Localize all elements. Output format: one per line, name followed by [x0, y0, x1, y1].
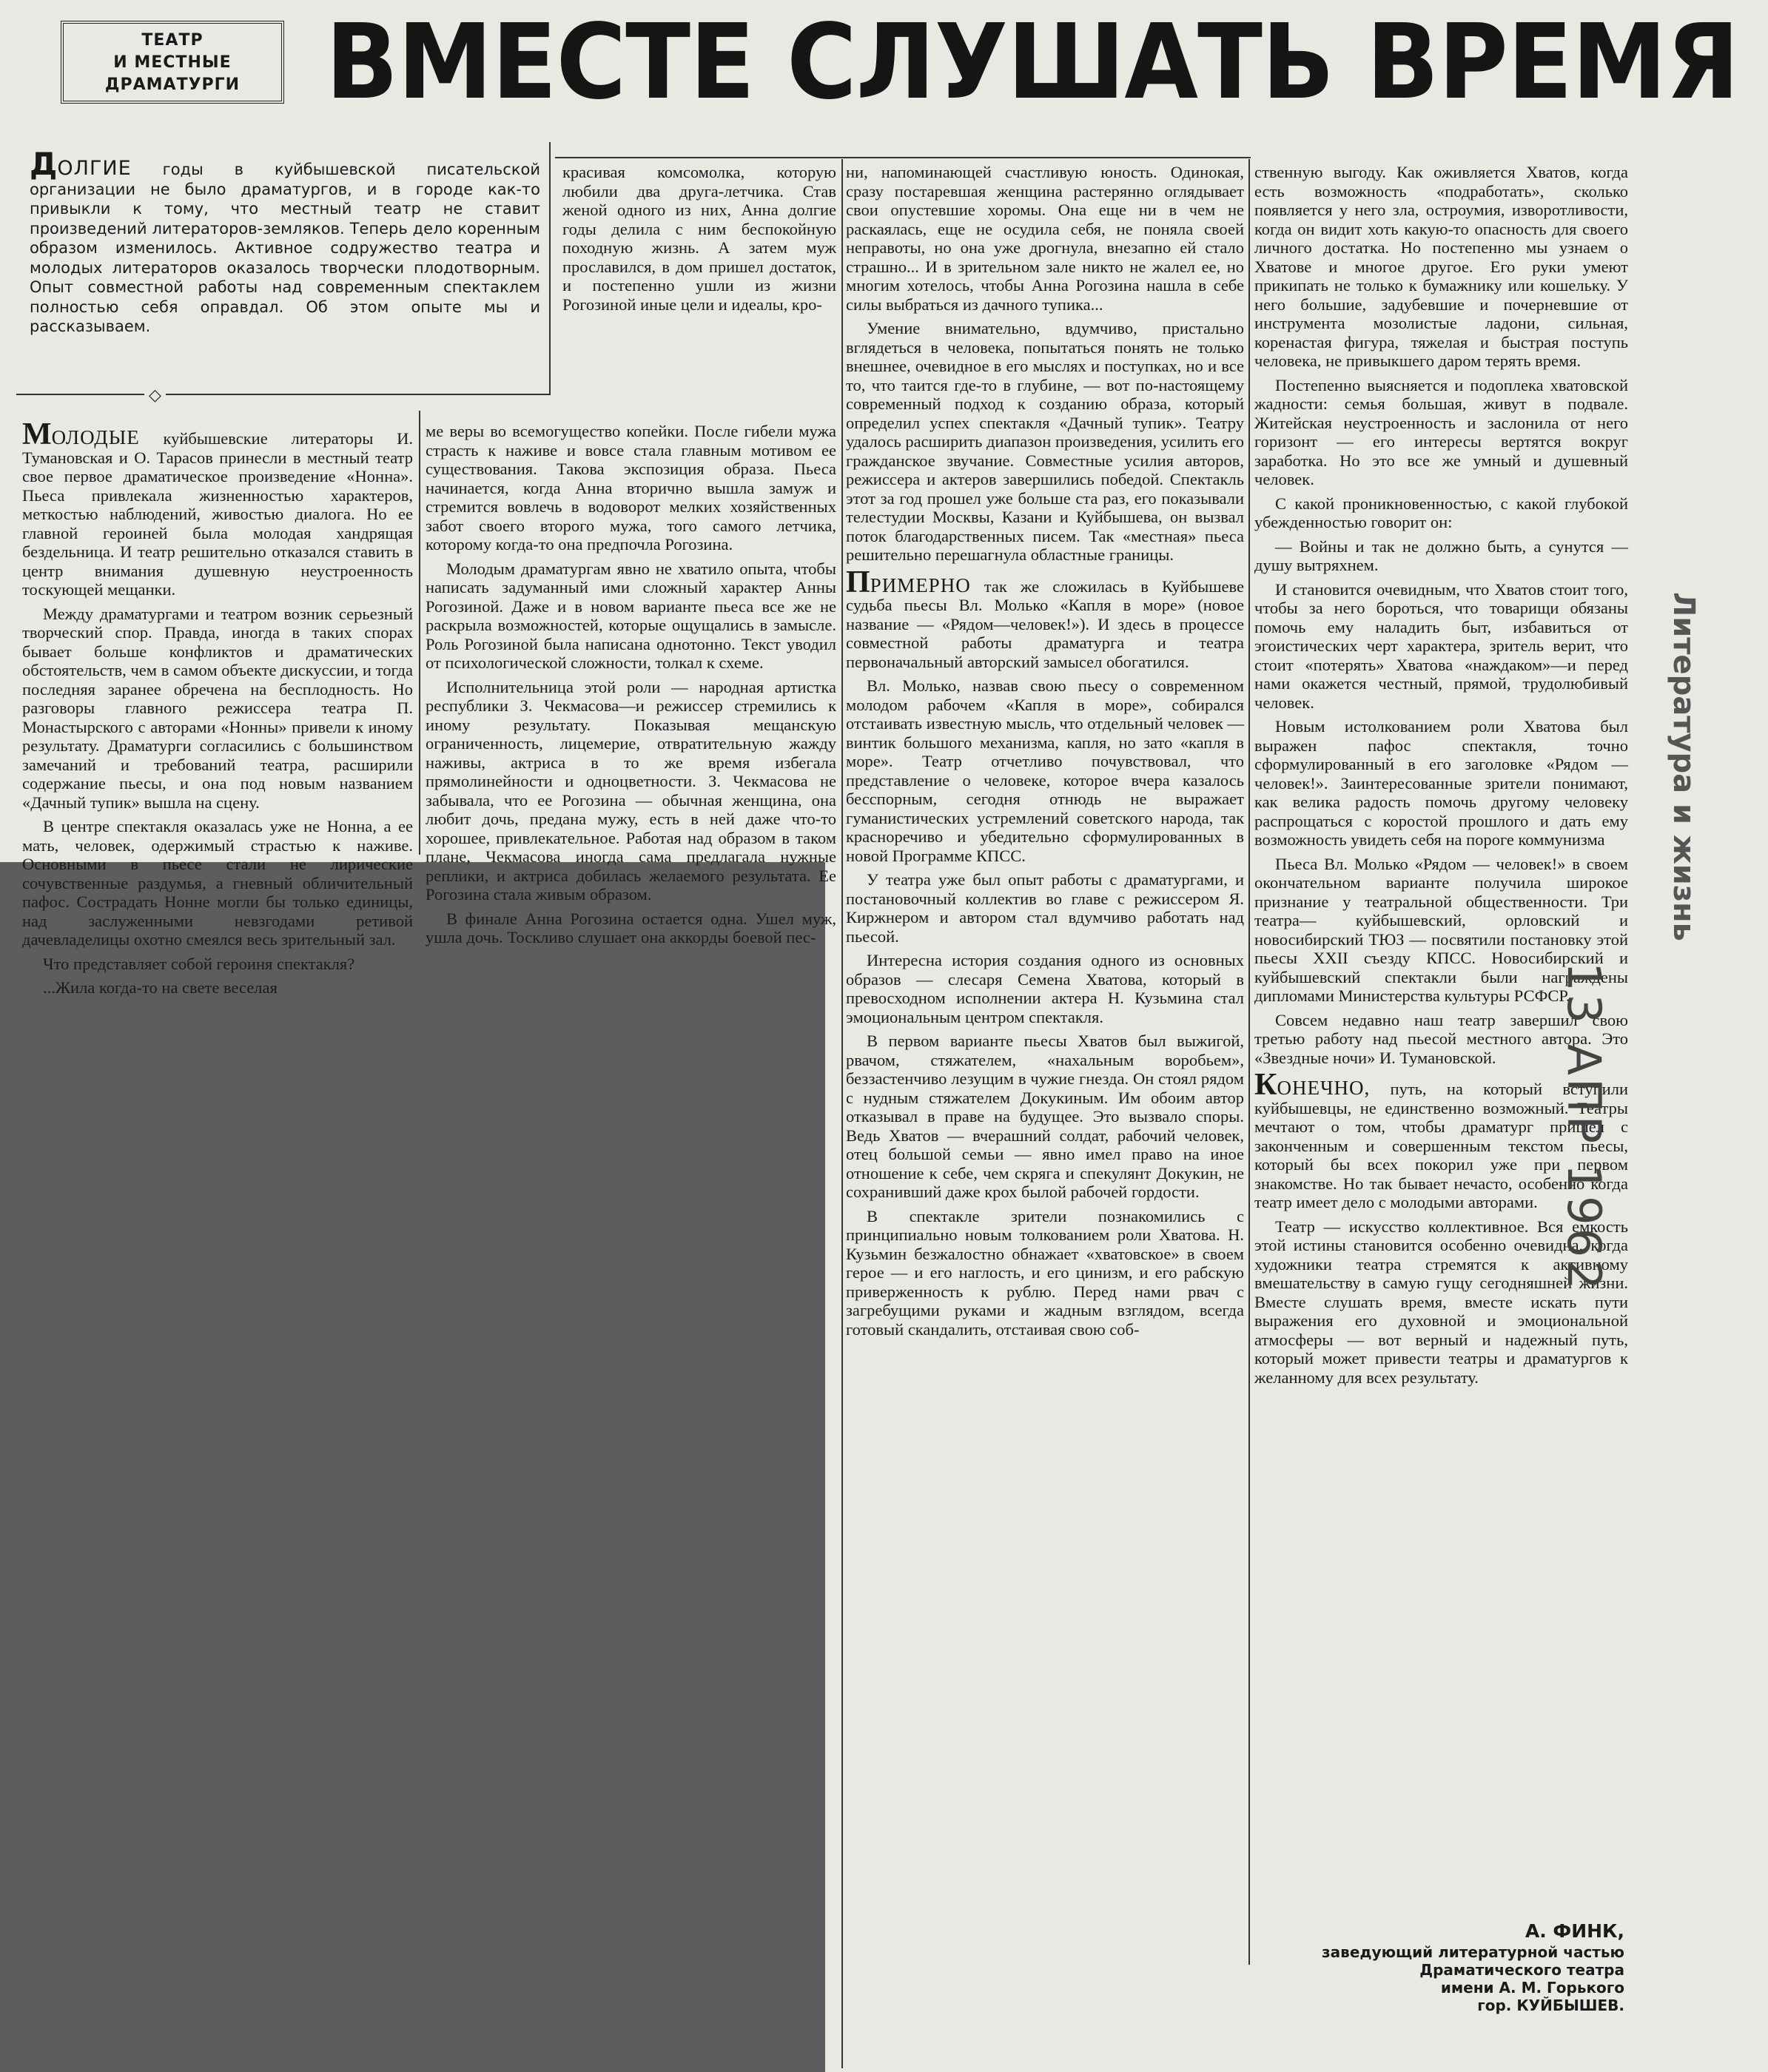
paragraph	[426, 559, 836, 673]
ornament-icon: ◇	[144, 387, 166, 403]
author-signature	[1258, 1920, 1624, 2014]
column-rule-2	[841, 159, 843, 2068]
paragraph-text: В финале Анна Рогозина остается одна. Ушел муж, ушла дочь. Тоскливо слушает она аккорды боевой пес-	[426, 909, 836, 946]
author-name: А. ФИНК,	[1525, 1920, 1624, 1942]
paragraph-text: Вл. Молько, назвав свою пьесу о современном молодом рабочем «Капля в море», собирался отстаивать известную мысль, что отдельный человек — винтик большого механизма, капля, но зато «капля в море». Театр отчетливо почувствовал, что представление о человеке, которое вчера казалось бесспорным, сегодня отнюдь не выражает гуманистических устремлений советского народа, так красноречиво и убедительно сформулированных в новой Программе КПСС.	[846, 676, 1244, 865]
paragraph	[426, 422, 836, 554]
paragraph-text: Совсем недавно наш театр завершил свою третью работу над пьесой местного автора. Это «Звездные ночи» И. Тумановской.	[1254, 1010, 1628, 1067]
dropcap: М	[22, 417, 52, 451]
column-3	[846, 163, 1244, 2068]
paragraph	[562, 163, 836, 314]
column-rule-3	[1248, 159, 1250, 1965]
paragraph-text: Новым истолкованием роли Хватова был выражен пафос спектакля, точно сформулированный в его заголовке «Рядом — человек!». Заинтересованные зрители понимают, как велика радость помочь другому человеку распрощаться с коростой прошлого и дать ему возможность увидеть себя на пороге коммунизма	[1254, 717, 1628, 849]
top-rule	[555, 157, 1251, 158]
paragraph-text: И становится очевидным, что Хватов стоит того, чтобы за него бороться, что товарищи обязаны помочь ему наладить быт, избавиться от эгоистических черт характера, зритель верит, что стоит «потерять» Хватова «наждаком»—и перед нами окажется честный, прямой, трудолюбивый человек.	[1254, 579, 1628, 712]
paragraph	[1254, 717, 1628, 850]
lead-text: годы в куйбышевской писательской организации не было драматургов, и в городе как-то привыкли к тому, что местный театр не ставит произведений литераторов-земляков. Теперь дело коренным образом изменилось. Активное содружество театра и молодых литераторов оказалось творчески плодотворным. Опыт совместной работы над современным спектаклем полностью себя оправдал. Об этом опыте мы и рассказываем.	[30, 161, 540, 335]
paragraph-text: Пьеса Вл. Молько «Рядом — человек!» в своем окончательном варианте получила широкое признание у театральной общественности. Три театра— куйбышевский, орловский и новосибирский ТЮЗ — посвятили постановку этой пьесы XXII съезду КПСС. Новосибирский и куйбышевский спектакли были награждены дипломами Министерства культуры РСФСР.	[1254, 854, 1628, 1005]
paragraph-text: так же сложилась в Куйбышеве судьба пьесы Вл. Молько «Капля в море» (новое название — «Рядом—человек!»). И здесь в процессе совместной работы драматурга и театра первоначальный авторский замысел обогатился.	[846, 576, 1244, 671]
date-stamp: 13 АПР 1962	[1557, 962, 1611, 1293]
lead-caps: ОЛГИЕ	[57, 157, 132, 180]
paragraph	[846, 565, 1244, 672]
paragraph	[846, 951, 1244, 1026]
paragraph	[1254, 163, 1628, 371]
newspaper-name: Литература и жизнь	[1667, 592, 1701, 941]
rubric-line-2: И МЕСТНЫЕ	[113, 53, 232, 72]
column-2-body	[426, 422, 836, 947]
paragraph	[1254, 580, 1628, 713]
author-city: гор. КУЙБЫШЕВ.	[1477, 1997, 1624, 2014]
paragraph	[22, 955, 413, 974]
paragraph	[426, 678, 836, 904]
paragraph	[22, 417, 413, 599]
dropcap: К	[1254, 1068, 1277, 1102]
dropcap-caps: ОЛОДЫЕ	[51, 426, 140, 448]
paragraph	[1254, 494, 1628, 532]
author-theatre-name: имени А. М. Горького	[1440, 1979, 1624, 1997]
paragraph	[1254, 376, 1628, 489]
paragraph-text: Исполнительница этой роли — народная артистка республики З. Чекмасова—и режиссер стремились к иному результату. Показывая мещанскую ограниченность, лицемерие, отвратительную жажду наживы, актриса в то же время избегала прямолинейности и одноцветности. З. Чекмасова не забывала, что ее Рогозина — обычная женщина, она любит дочь, предана мужу, есть в ней даже что-то хорошее, привлекательное. Работая над образом в таком плане, Чекмасова иногда сама предлагала нужные реплики, и актриса добилась желаемого результата. Ее Рогозина стала живым образом.	[426, 677, 836, 904]
column-2	[426, 422, 836, 946]
paragraph-text: красивая комсомолка, которую любили два друга-летчика. Став женой одного из них, Анна долгие годы делила с ним беспокойную походную жизнь. А затем муж прославился, в дом пришел достаток, и постепенно ушли из жизни Рогозиной иные цели и идеалы, кро-	[562, 163, 836, 314]
dropcap: П	[846, 565, 870, 599]
rubric-line-1: ТЕАТР	[141, 31, 204, 50]
lead-paragraph	[30, 146, 540, 388]
paragraph-text: Молодым драматургам явно не хватило опыта, чтобы написать задуманный ими сложный характер Анны Рогозиной. Даже и в новом варианте пьеса все же не раскрыла возможностей, которые ощущались в замысле. Роль Рогозиной была написана однотонно. Текст уводил от психологической сложности, толкал к схеме.	[426, 559, 836, 672]
column-2-top-body	[562, 163, 836, 314]
paragraph	[426, 909, 836, 947]
paragraph	[846, 163, 1244, 314]
paragraph	[1254, 537, 1628, 575]
paragraph-text: ственную выгоду. Как оживляется Хватов, когда есть возможность «подработать», сколько появляется у него зла, остроумия, изворотливости, когда он видит хоть какую-то опасность для своего личного достатка. Но постепенно мы узнаем о Хватове и многое другое. Его руки умеют прикипать не только к бумажнику или кошельку. У него большие, задубевшие и почерневшие от инструмента мозолистые ладони, сильная, коренастая фигура, тяжелая и быстрая поступь человека, не привыкшего даром терять время.	[1254, 163, 1628, 370]
rubric-box	[61, 21, 284, 104]
dropcap-caps: ОНЕЧНО,	[1277, 1077, 1371, 1099]
lead-dropcap: Д	[30, 146, 58, 182]
paragraph-text: Интересна история создания одного из основных образов — слесаря Семена Хватова, который в превосходном исполнении актера Н. Кузьмина стал эмоциональным центром спектакля.	[846, 951, 1244, 1026]
paragraph-text: Постепенно выясняется и подоплека хватовской жадности: семья большая, живут в подвале. Житейская неустроенность и заслонила от него горизонт — его интересы вертятся вокруг заработка. Но это все же умный и душевный человек.	[1254, 375, 1628, 488]
paragraph-text: Умение внимательно, вдумчиво, пристально вглядеться в человека, попытаться понять не только внешнее, очевидное в его мыслях и поступках, но и все то, что таится где-то в глубине, — вот по-настоящему современный подход к созданию образа, который определил успех спектакля «Дачный тупик». Театру удалось расширить диапазон произведения, усилить его гражданское звучание. Совместные усилия авторов, режиссера и актеров завершились победой. Спектакль этот за год прошел уже больше ста раз, его показывали телестудии Москвы, Казани и Куйбышева, он вызвал поток благодарственных писем. Так «местная» пьеса решительно перешагнула областные границы.	[846, 319, 1244, 564]
paragraph	[22, 817, 413, 949]
column-1	[22, 417, 413, 997]
paragraph	[22, 605, 413, 813]
paragraph-text: куйбышевские литераторы И. Тумановская и О. Тарасов принесли в местный театр свое первое драматическое произведение «Нонна». Пьеса привлекала жизненностью характеров, меткостью наблюдений, живостью диалога. Но ее главной героиней была молодая хандрящая бездельница. И театр решительно отказался ставить в центр внимания душевную неустроенность тоскующей мещанки.	[22, 429, 413, 599]
paragraph-text: С какой проникновенностью, с какой глубокой убежденностью говорит он:	[1254, 494, 1628, 531]
column-rule-1	[419, 411, 420, 855]
dropcap-caps: РИМЕРНО	[870, 574, 971, 596]
paragraph	[846, 870, 1244, 946]
paragraph-text: ни, напоминающей счастливую юность. Одинокая, сразу постаревшая женщина растерянно оглядывает свои опустевшие хоромы. Она еще ни в чем не раскаялась, еще не осудила себя, не поняла своей неправоты, но она уже дрогнула, внезапно ей стало страшно... И в зрительном зале никто не жалел ее, но многим хотелось, чтобы Анна Рогозина нашла в себе силы выбраться из дачного тупика...	[846, 163, 1244, 314]
author-title: заведующий литературной частью	[1322, 1943, 1624, 1961]
paragraph-text: — Войны и так не должно быть, а сунутся — душу вытряхнем.	[1254, 536, 1628, 574]
column-3-body	[846, 163, 1244, 1339]
paragraph	[846, 1207, 1244, 1339]
paragraph-text: Театр — искусство коллективное. Вся емкость этой истины становится особенно очевидна, когда художники театра стремятся к активному вмешательству в самую гущу сегодняшней жизни. Вместе слушать время, вместе искать пути выражения его духовной и эмоциональной атмосферы — вот верный и надежный путь, который может привести театры и драматургов к желанному для всех результату.	[1254, 1217, 1628, 1387]
column-2-top	[562, 163, 836, 407]
paragraph-text: ...Жила когда-то на свете веселая	[43, 978, 278, 997]
headline: ВМЕСТЕ СЛУШАТЬ ВРЕМЯ	[326, 2, 1739, 123]
paragraph-text: У театра уже был опыт работы с драматургами, и постановочный коллектив во главе с режиссером Я. Киржнером и автором стал вдумчиво работать над пьесой.	[846, 870, 1244, 946]
column-1-body	[22, 417, 413, 998]
paragraph-text: ме веры во всемогущество копейки. После гибели мужа страсть к наживе и вовсе стала главным мотивом ее существования. Такова экспозиция образа. Пьеса начинается, когда Анна вторично вышла замуж и стремится вовлечь в водоворот мелких хозяйственных забот своего второго мужа, того самого летчика, которому когда-то она предпочла Рогозина.	[426, 422, 836, 554]
paragraph	[22, 978, 413, 998]
paragraph-text: В первом варианте пьесы Хватов был выжигой, рвачом, стяжателем, «нахальным воробьем», беззастенчиво лезущим в чужие гнезда. Он стоял рядом с нудным стяжателем Докукиным. Им обоим автор отказывал в праве на будущее. Это вызвало споры. Ведь Хватов — вчерашний солдат, рабочий человек, отец большой семьи — явно имел право на иное отношение к себе, чем скряга и спекулянт Докукин, не сохранивший даже крох былой рабочей гордости.	[846, 1032, 1244, 1201]
paragraph	[846, 1032, 1244, 1202]
author-theatre: Драматического театра	[1419, 1961, 1624, 1979]
paragraph	[846, 676, 1244, 865]
rubric-line-3: ДРАМАТУРГИ	[104, 75, 241, 94]
paragraph	[846, 319, 1244, 565]
paragraph-text: В центре спектакля оказалась уже не Нонна, а ее мать, человек, одержимый страстью к наживе. Основными в пьесе стали не лирические сочувственные раздумья, а гневный обличительный пафос. Сострадать Нонне могли бы только единицы, над заслуженными невзгодами ретивой дачевладелицы охотно смеялся весь зрительный зал.	[22, 817, 413, 949]
paragraph-text: Что представляет собой героиня спектакля?	[43, 954, 355, 973]
paragraph-text: путь, на который вступили куйбышевцы, не единственно возможный. Театры мечтают о том, чтобы драматург пришел с законченным и совершенным текстом пьесы, который бы всех покорил уже при первом знакомстве. Но так бывает нечасто, особенно когда театр имеет дело с молодыми авторами.	[1254, 1080, 1628, 1211]
paragraph-text: Между драматургами и театром возник серьезный творческий спор. Правда, иногда в таких спорах бывает больше конфликтов и драматических обстоятельств, чем в самом объекте дискуссии, и тогда последняя заранее обречена на бесплодность. Но разговоры главного режиссера театра П. Монастырского с авторами «Нонны» привели к иному результату. Драматурги согласились с большинством замечаний и требований театра, расширили содержание пьесы, и она под новым названием «Дачный тупик» вышла на сцену.	[22, 604, 413, 812]
paragraph-text: В спектакле зрители познакомились с принципиально новым толкованием роли Хватова. Н. Кузьмин безжалостно обнажает «хватовское» в своем герое — и его наглость, и его цинизм, и его рабскую приверженность к рублю. Перед нами рвач с загребущими руками и жадным взглядом, всегда готовый скандалить, отстаивая свою соб-	[846, 1206, 1244, 1339]
